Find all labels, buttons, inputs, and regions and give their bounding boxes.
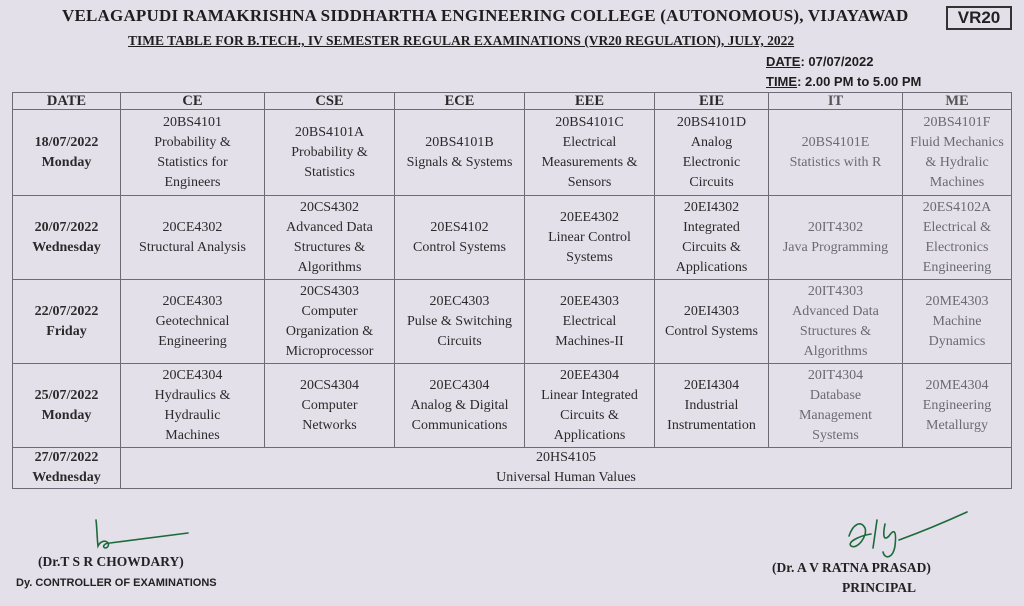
- subject-name-line: Machines: [165, 427, 220, 443]
- subject-cell: [769, 196, 903, 280]
- exam-time-label: TIME: [766, 74, 798, 89]
- subject-name-line: Electrical: [562, 313, 617, 329]
- subject-name-line: Fluid Mechanics: [910, 134, 1004, 150]
- subject-cell: [265, 196, 395, 280]
- subject-code: 20EE4302: [559, 209, 620, 225]
- subject-name-line: Metallurgy: [926, 417, 988, 433]
- table-row: [13, 196, 1012, 280]
- subject-code: 20EI4302: [683, 199, 740, 215]
- subject-cell: [525, 280, 655, 364]
- principal-signature: [835, 506, 985, 566]
- subject-cell: [525, 110, 655, 196]
- column-header-me: ME: [903, 93, 1012, 110]
- subject-cell: [395, 110, 525, 196]
- exam-date-label: DATE: [766, 54, 801, 69]
- subject-code: 20CS4302: [299, 199, 360, 215]
- table-row: [13, 280, 1012, 364]
- subject-code: 20BS4101A: [294, 124, 365, 140]
- subject-name-line: Linear Integrated: [541, 387, 638, 403]
- exam-day: Monday: [41, 407, 92, 423]
- subject-name-line: Microprocessor: [285, 343, 374, 359]
- regulation-badge: VR20: [946, 6, 1012, 30]
- subject-code: 20BS4101E: [801, 134, 870, 150]
- subject-code: 20BS4101: [162, 114, 223, 130]
- subject-code: 20CE4304: [162, 367, 223, 383]
- subject-code: 20EI4304: [683, 377, 740, 393]
- subject-name-line: Circuits &: [682, 239, 741, 255]
- subject-cell: [769, 364, 903, 448]
- table-row: [13, 364, 1012, 448]
- subject-name-line: Geotechnical: [155, 313, 230, 329]
- subject-name-line: Systems: [812, 427, 859, 443]
- subject-name-line: Control Systems: [413, 239, 506, 255]
- subject-name-line: Applications: [675, 259, 748, 275]
- subject-name-line: Analog & Digital: [410, 397, 509, 413]
- subject-name-line: Electronic: [682, 154, 741, 170]
- subject-cell: [655, 196, 769, 280]
- subject-name-line: Universal Human Values: [496, 470, 636, 485]
- exam-date-line: [766, 54, 873, 69]
- subject-cell: [655, 280, 769, 364]
- subject-name-line: Circuits: [437, 333, 482, 349]
- subject-code: 20EI4303: [683, 303, 740, 319]
- subject-code: 20EE4303: [559, 293, 620, 309]
- subject-name-line: Systems: [566, 249, 613, 265]
- subject-name-line: Circuits: [689, 174, 734, 190]
- college-title: VELAGAPUDI RAMAKRISHNA SIDDHARTHA ENGINEERING COLLEGE (AUTONOMOUS), VIJAYAWAD: [62, 6, 909, 25]
- subject-cell: [655, 110, 769, 196]
- subject-name-line: Instrumentation: [667, 417, 756, 433]
- subject-name-line: Engineering: [922, 259, 992, 275]
- column-header-eie: EIE: [655, 93, 769, 110]
- subject-name-line: Signals & Systems: [406, 154, 513, 170]
- controller-signature: [88, 516, 198, 556]
- subject-name-line: Applications: [553, 427, 626, 443]
- subject-cell: [903, 196, 1012, 280]
- subject-name-line: Java Programming: [782, 239, 889, 255]
- timetable-body: [13, 110, 1012, 489]
- subject-name-line: Pulse & Switching: [406, 313, 512, 329]
- subject-name-line: Structural Analysis: [139, 239, 246, 255]
- subject-name-line: Integrated: [683, 219, 740, 235]
- timetable-header-row: [13, 93, 1012, 110]
- exam-date: 18/07/2022: [34, 134, 99, 150]
- subject-name-line: Engineering: [158, 333, 227, 349]
- subject-cell: [121, 364, 265, 448]
- subject-code: 20CS4303: [299, 283, 360, 299]
- subject-cell: [265, 280, 395, 364]
- subject-name-line: Measurements &: [541, 154, 638, 170]
- principal-designation: PRINCIPAL: [842, 580, 916, 595]
- table-row: [13, 110, 1012, 196]
- exam-date: 25/07/2022: [34, 387, 99, 403]
- common-exam-row: [13, 448, 1012, 489]
- subject-name-line: Engineers: [164, 174, 221, 190]
- subject-name-line: Electrical &: [922, 219, 992, 235]
- exam-day: Monday: [41, 154, 92, 170]
- controller-name: (Dr.T S R CHOWDARY): [38, 554, 184, 569]
- subject-cell: [903, 110, 1012, 196]
- exam-date: 22/07/2022: [34, 303, 99, 319]
- principal-name: (Dr. A V RATNA PRASAD): [772, 560, 931, 575]
- subject-name-line: Control Systems: [665, 323, 758, 339]
- exam-date-value: : 07/07/2022: [800, 54, 874, 69]
- subject-name-line: Statistics with R: [789, 154, 882, 170]
- subject-name-line: Sensors: [567, 174, 612, 190]
- subject-name-line: Advanced Data: [286, 219, 373, 235]
- subject-cell: [525, 196, 655, 280]
- subject-name-line: Analog: [690, 134, 733, 150]
- subject-code: 20IT4303: [807, 283, 864, 299]
- controller-designation: Dy. CONTROLLER OF EXAMINATIONS: [16, 577, 217, 589]
- subject-code: 20EC4303: [429, 293, 490, 309]
- exam-date-cell: [13, 196, 121, 280]
- subject-cell: [903, 280, 1012, 364]
- exam-time-value: : 2.00 PM to 5.00 PM: [797, 74, 922, 89]
- timetable-subtitle: TIME TABLE FOR B.TECH., IV SEMESTER REGULAR EXAMINATIONS (VR20 REGULATION), JULY, 2022: [128, 33, 795, 48]
- exam-day: Wednesday: [32, 239, 101, 255]
- column-header-eee: EEE: [525, 93, 655, 110]
- subject-name-line: Computer: [301, 397, 358, 413]
- column-header-cse: CSE: [265, 93, 395, 110]
- subject-code: 20CE4302: [162, 219, 223, 235]
- subject-cell: [655, 364, 769, 448]
- subject-name-line: Electronics: [925, 239, 989, 255]
- subject-name-line: Machines-II: [555, 333, 624, 349]
- column-header-it: IT: [769, 93, 903, 110]
- column-header-ce: CE: [121, 93, 265, 110]
- subject-cell: [525, 364, 655, 448]
- subject-name-line: Networks: [302, 417, 357, 433]
- exam-day: Friday: [46, 323, 87, 339]
- exam-date-cell: [13, 280, 121, 364]
- common-subject-cell: [121, 448, 1012, 489]
- timetable: [12, 92, 1012, 489]
- subject-cell: [121, 110, 265, 196]
- subject-name-line: Hydraulics &: [154, 387, 231, 403]
- exam-day: Wednesday: [32, 470, 101, 485]
- subject-name-line: Statistics for: [157, 154, 228, 170]
- subject-code: 20ME4304: [925, 377, 989, 393]
- subject-name-line: Communications: [411, 417, 508, 433]
- subject-code: 20IT4302: [807, 219, 864, 235]
- subject-code: 20EE4304: [559, 367, 620, 383]
- subject-name-line: Statistics: [304, 164, 355, 180]
- subject-name-line: Machines: [929, 174, 985, 190]
- subject-cell: [395, 364, 525, 448]
- subject-name-line: Industrial: [684, 397, 739, 413]
- subject-code: 20CS4304: [299, 377, 360, 393]
- subject-name-line: Hydraulic: [164, 407, 221, 423]
- exam-time-line: [766, 74, 921, 89]
- subject-name-line: Management: [798, 407, 873, 423]
- subject-name-line: Structures &: [293, 239, 366, 255]
- subject-name-line: Dynamics: [928, 333, 986, 349]
- subject-name-line: Probability &: [154, 134, 231, 150]
- subject-name-line: Organization &: [285, 323, 374, 339]
- subject-name-line: Algorithms: [803, 343, 868, 359]
- subject-name-line: Circuits &: [560, 407, 619, 423]
- subject-name-line: Probability &: [291, 144, 368, 160]
- subject-name-line: Computer: [301, 303, 358, 319]
- subject-name-line: Advanced Data: [792, 303, 879, 319]
- exam-date: 20/07/2022: [34, 219, 99, 235]
- subject-code: 20ME4303: [925, 293, 989, 309]
- subject-name-line: Database: [809, 387, 862, 403]
- column-header-date: DATE: [13, 93, 121, 110]
- subject-cell: [121, 280, 265, 364]
- subject-code: 20HS4105: [536, 450, 596, 465]
- subject-code: 20ES4102A: [922, 199, 992, 215]
- subject-name-line: Linear Control: [548, 229, 631, 245]
- subject-name-line: Machine: [932, 313, 982, 329]
- subject-cell: [769, 280, 903, 364]
- exam-date-cell: [13, 448, 121, 489]
- exam-date: 27/07/2022: [34, 450, 99, 465]
- subject-code: 20BS4101B: [425, 134, 494, 150]
- column-header-ece: ECE: [395, 93, 525, 110]
- subject-name-line: & Hydralic: [925, 154, 989, 170]
- exam-date-cell: [13, 110, 121, 196]
- subject-name-line: Engineering: [922, 397, 992, 413]
- subject-code: 20EC4304: [429, 377, 490, 393]
- subject-code: 20BS4101D: [676, 114, 747, 130]
- subject-code: 20BS4101C: [555, 114, 624, 130]
- subject-name-line: Algorithms: [297, 259, 362, 275]
- subject-cell: [265, 110, 395, 196]
- subject-name-line: Structures &: [799, 323, 872, 339]
- subject-cell: [769, 110, 903, 196]
- subject-name-line: Electrical: [562, 134, 617, 150]
- subject-code: 20BS4101F: [923, 114, 991, 130]
- exam-date-cell: [13, 364, 121, 448]
- subject-cell: [395, 196, 525, 280]
- subject-code: 20ES4102: [430, 219, 489, 235]
- subject-cell: [265, 364, 395, 448]
- subject-cell: [903, 364, 1012, 448]
- subject-code: 20IT4304: [807, 367, 864, 383]
- subject-code: 20CE4303: [162, 293, 223, 309]
- subject-cell: [395, 280, 525, 364]
- subject-cell: [121, 196, 265, 280]
